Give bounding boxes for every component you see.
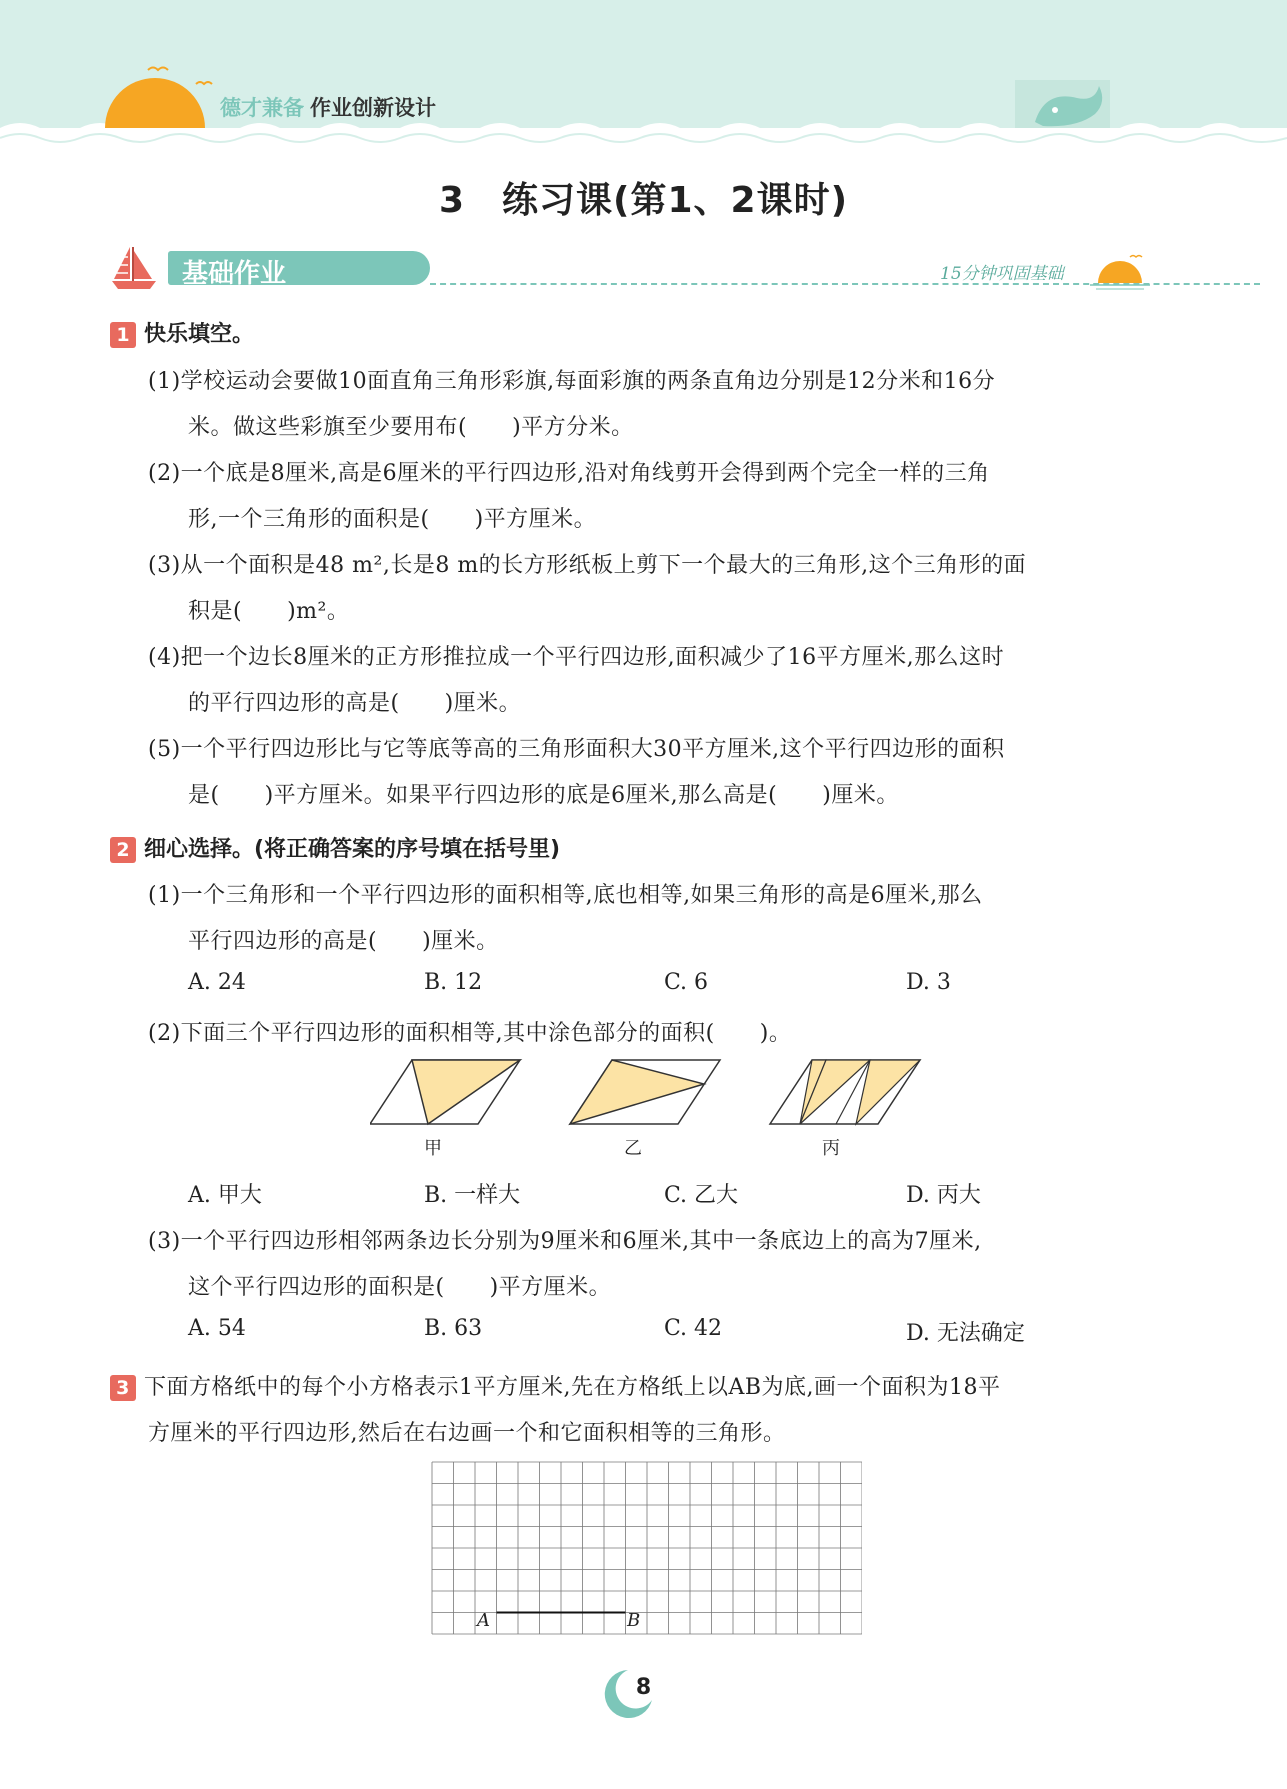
q1-heading-text: 快乐填空。 [144, 322, 255, 347]
q2-p1-option-d: D. 3 [906, 970, 951, 995]
header-decoration [0, 0, 1287, 150]
q1-line-1: (1)学校运动会要做10面直角三角形彩旗,每面彩旗的两条直角边分别是12分米和16分 [148, 369, 996, 394]
q2-number-badge: 2 [110, 837, 136, 863]
q1-line-2: 米。做这些彩旗至少要用布( )平方分米。 [188, 415, 634, 440]
q2-p3-option-b: B. 63 [424, 1316, 483, 1341]
q1-line-3: (2)一个底是8厘米,高是6厘米的平行四边形,沿对角线剪开会得到两个完全一样的三角 [148, 461, 990, 486]
q2-p2-option-a: A. 甲大 [188, 1183, 262, 1208]
q2-p3-option-a: A. 54 [188, 1316, 246, 1341]
q2-p1-line-2: 平行四边形的高是( )厘米。 [188, 929, 499, 954]
q1-line-5: (3)从一个面积是48 m²,长是8 m的长方形纸板上剪下一个最大的三角形,这个三角形的面 [148, 553, 1027, 578]
q2-p1-option-c: C. 6 [664, 970, 709, 995]
q2-p2-line: (2)下面三个平行四边形的面积相等,其中涂色部分的面积( )。 [148, 1021, 792, 1046]
q2-p3-line-1: (3)一个平行四边形相邻两条边长分别为9厘米和6厘米,其中一条底边上的高为7厘米, [148, 1229, 982, 1254]
q3-line-1-text: 下面方格纸中的每个小方格表示1平方厘米,先在方格纸上以AB为底,画一个面积为18平 [144, 1375, 1001, 1400]
q2-p3-line-2: 这个平行四边形的面积是( )平方厘米。 [188, 1275, 612, 1300]
q2-p1-option-b: B. 12 [424, 970, 483, 995]
q1-line-8: 的平行四边形的高是( )厘米。 [188, 691, 522, 716]
q1-number-badge: 1 [110, 322, 136, 348]
section-note: 15分钟巩固基础 [940, 264, 1064, 284]
point-a-label: A [477, 1610, 490, 1631]
q2-heading-text: 细心选择。(将正确答案的序号填在括号里) [144, 837, 561, 862]
q2-p3-option-c: C. 42 [664, 1316, 723, 1341]
whale-icon [1015, 80, 1110, 128]
q2-p2-option-c: C. 乙大 [664, 1183, 739, 1208]
brand-part2: 作业创新设计 [310, 96, 436, 120]
grid-paper[interactable] [430, 1460, 862, 1636]
figure-label-bing: 丙 [822, 1138, 840, 1159]
q2-p3-option-d: D. 无法确定 [906, 1321, 1025, 1346]
section-label-text: 基础作业 [182, 259, 287, 289]
sailboat-icon [110, 243, 170, 293]
q1-line-6: 积是( )m²。 [188, 599, 350, 624]
q3-number-badge: 3 [110, 1375, 136, 1401]
page-header [0, 0, 1287, 150]
q2-heading [110, 832, 560, 863]
q3-line-2: 方厘米的平行四边形,然后在右边画一个和它面积相等的三角形。 [148, 1421, 786, 1446]
section-label [168, 251, 430, 289]
q2-p1-line-1: (1)一个三角形和一个平行四边形的面积相等,底也相等,如果三角形的高是6厘米,那么 [148, 883, 983, 908]
q1-line-10: 是( )平方厘米。如果平行四边形的底是6厘米,那么高是( )厘米。 [188, 783, 899, 808]
q2-p1-option-a: A. 24 [188, 970, 246, 995]
section-banner [110, 247, 1150, 297]
q1-line-9: (5)一个平行四边形比与它等底等高的三角形面积大30平方厘米,这个平行四边形的面积 [148, 737, 1005, 762]
figure-jia [370, 1060, 520, 1124]
q2-p2-option-d: D. 丙大 [906, 1183, 981, 1208]
small-sun-icon [1090, 251, 1150, 291]
brand [220, 92, 436, 122]
figure-label-yi: 乙 [624, 1138, 642, 1159]
q1-line-7: (4)把一个边长8厘米的正方形推拉成一个平行四边形,面积减少了16平方厘米,那么这时 [148, 645, 1005, 670]
point-b-label: B [627, 1610, 641, 1631]
q3-line-1 [110, 1370, 1001, 1401]
figure-bing [770, 1060, 920, 1124]
figure-yi [570, 1060, 720, 1124]
parallelogram-figures [370, 1058, 930, 1128]
q1-line-4: 形,一个三角形的面积是( )平方厘米。 [188, 507, 597, 532]
brand-part1: 德才兼备 [220, 96, 304, 120]
q1-heading [110, 317, 254, 348]
q2-p2-option-b: B. 一样大 [424, 1183, 521, 1208]
figure-label-jia: 甲 [424, 1138, 442, 1159]
page-title: 3 练习课(第1、2课时) [438, 180, 849, 221]
page-number: 8 [635, 1675, 652, 1700]
